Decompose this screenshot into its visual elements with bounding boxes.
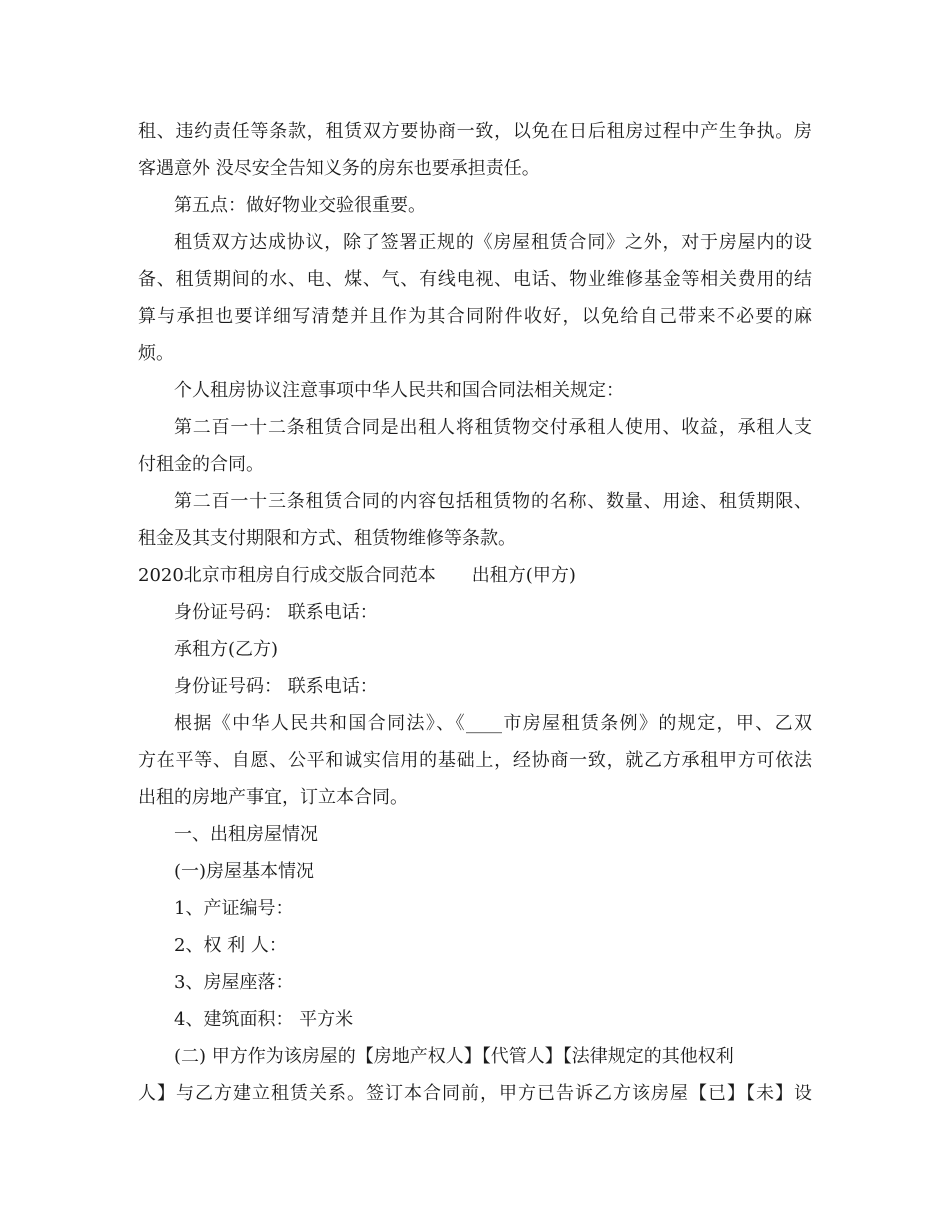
document-body xyxy=(138,113,812,1112)
text-line: 人】与乙方建立租赁关系。签订本合同前，甲方已告诉乙方该房屋【已】【未】设 xyxy=(138,1083,812,1104)
section-heading: 一、出租房屋情况 xyxy=(174,824,318,845)
section-heading: 个人租房协议注意事项中华人民共和国合同法相关规定： xyxy=(174,380,624,401)
text-line: 第二百一十二条租赁合同是出租人将租赁物交付承租人使用、收益，承租人支 xyxy=(174,417,812,438)
text-line: 出租的房地产事宜，订立本合同。 xyxy=(138,787,408,808)
text-line: 客遇意外 没尽安全告知义务的房东也要承担责任。 xyxy=(138,158,540,179)
list-item: 2、权 利 人： xyxy=(174,935,287,956)
lessee-label: 承租方(乙方) xyxy=(174,639,279,660)
subsection-heading: (一)房屋基本情况 xyxy=(174,861,315,882)
text-line: 方在平等、自愿、公平和诚实信用的基础上，经协商一致，就乙方承租甲方可依法 xyxy=(138,750,812,771)
text-line: 租金及其支付期限和方式、租赁物维修等条款。 xyxy=(138,528,516,549)
text-line: 算与承担也要详细写清楚并且作为其合同附件收好，以免给自己带来不必要的麻 xyxy=(138,306,812,327)
lessor-id-field: 身份证号码： 联系电话： xyxy=(174,602,378,623)
text-line: 付租金的合同。 xyxy=(138,454,264,475)
list-item: 4、建筑面积： 平方米 xyxy=(174,1009,354,1030)
text-line: 根据《中华人民共和国合同法》、《____市房屋租赁条例》的规定，甲、乙双 xyxy=(174,713,812,734)
list-item: 1、产证编号： xyxy=(174,898,294,919)
list-item: 3、房屋座落： xyxy=(174,972,294,993)
subsection-heading: (二) 甲方作为该房屋的【房地产权人】【代管人】【法律规定的其他权利 xyxy=(174,1046,734,1067)
contract-title: 2020北京市租房自行成交版合同范本 出租方(甲方) xyxy=(138,565,576,586)
text-line: 租、违约责任等条款，租赁双方要协商一致，以免在日后租房过程中产生争执。房 xyxy=(138,121,812,142)
section-heading: 第五点：做好物业交验很重要。 xyxy=(174,195,426,216)
text-line: 烦。 xyxy=(138,343,174,364)
text-line: 租赁双方达成协议，除了签署正规的《房屋租赁合同》之外，对于房屋内的设 xyxy=(174,232,812,253)
lessee-id-field: 身份证号码： 联系电话： xyxy=(174,676,378,697)
text-line: 第二百一十三条租赁合同的内容包括租赁物的名称、数量、用途、租赁期限、 xyxy=(174,491,812,512)
text-line: 备、租赁期间的水、电、煤、气、有线电视、电话、物业维修基金等相关费用的结 xyxy=(138,269,812,290)
